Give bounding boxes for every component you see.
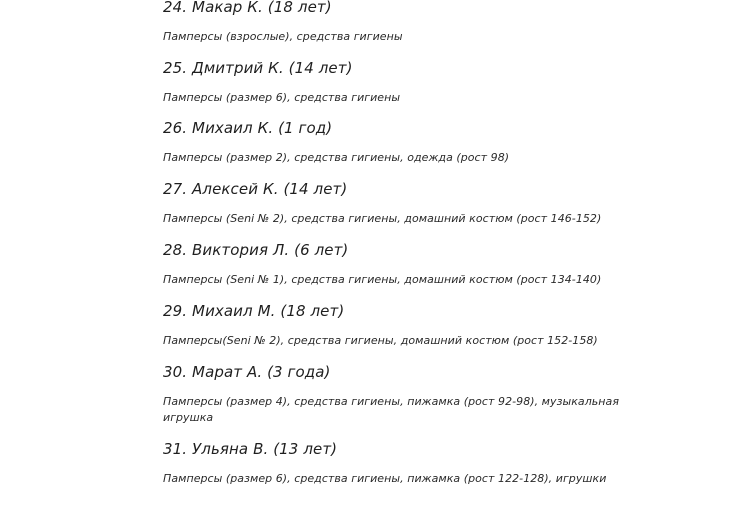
child-name: 31. Ульяна В. (13 лет) [163,440,338,458]
child-needs: Памперсы (взрослые), средства гигиены [163,30,403,43]
child-name: 30. Марат А. (3 года) [163,363,331,381]
child-needs: Памперсы (Seni № 1), средства гигиены, домашний костюм (рост 134-140) [163,273,602,286]
list-item [163,302,643,349]
child-name: 29. Михаил М. (18 лет) [163,302,345,320]
list-item [163,363,643,426]
list-item [163,0,643,45]
list-item [163,119,643,166]
list-item [163,59,643,106]
list-item [163,440,643,487]
list-item [163,180,643,227]
child-name: 24. Макар К. (18 лет) [163,0,332,16]
child-name: 27. Алексей К. (14 лет) [163,180,348,198]
child-needs: Памперсы(Seni № 2), средства гигиены, домашний костюм (рост 152-158) [163,334,598,347]
child-needs: Памперсы (Seni № 2), средства гигиены, домашний костюм (рост 146-152) [163,212,602,225]
list-item [163,241,643,288]
child-name: 28. Виктория Л. (6 лет) [163,241,349,259]
child-needs: Памперсы (размер 4), средства гигиены, пижамка (рост 92-98), музыкальная игрушка [163,395,620,424]
child-name: 25. Дмитрий К. (14 лет) [163,59,353,77]
child-needs: Памперсы (размер 2), средства гигиены, одежда (рост 98) [163,151,510,164]
child-needs: Памперсы (размер 6), средства гигиены [163,91,401,104]
child-name: 26. Михаил К. (1 год) [163,119,333,137]
child-needs: Памперсы (размер 6), средства гигиены, пижамка (рост 122-128), игрушки [163,472,607,485]
